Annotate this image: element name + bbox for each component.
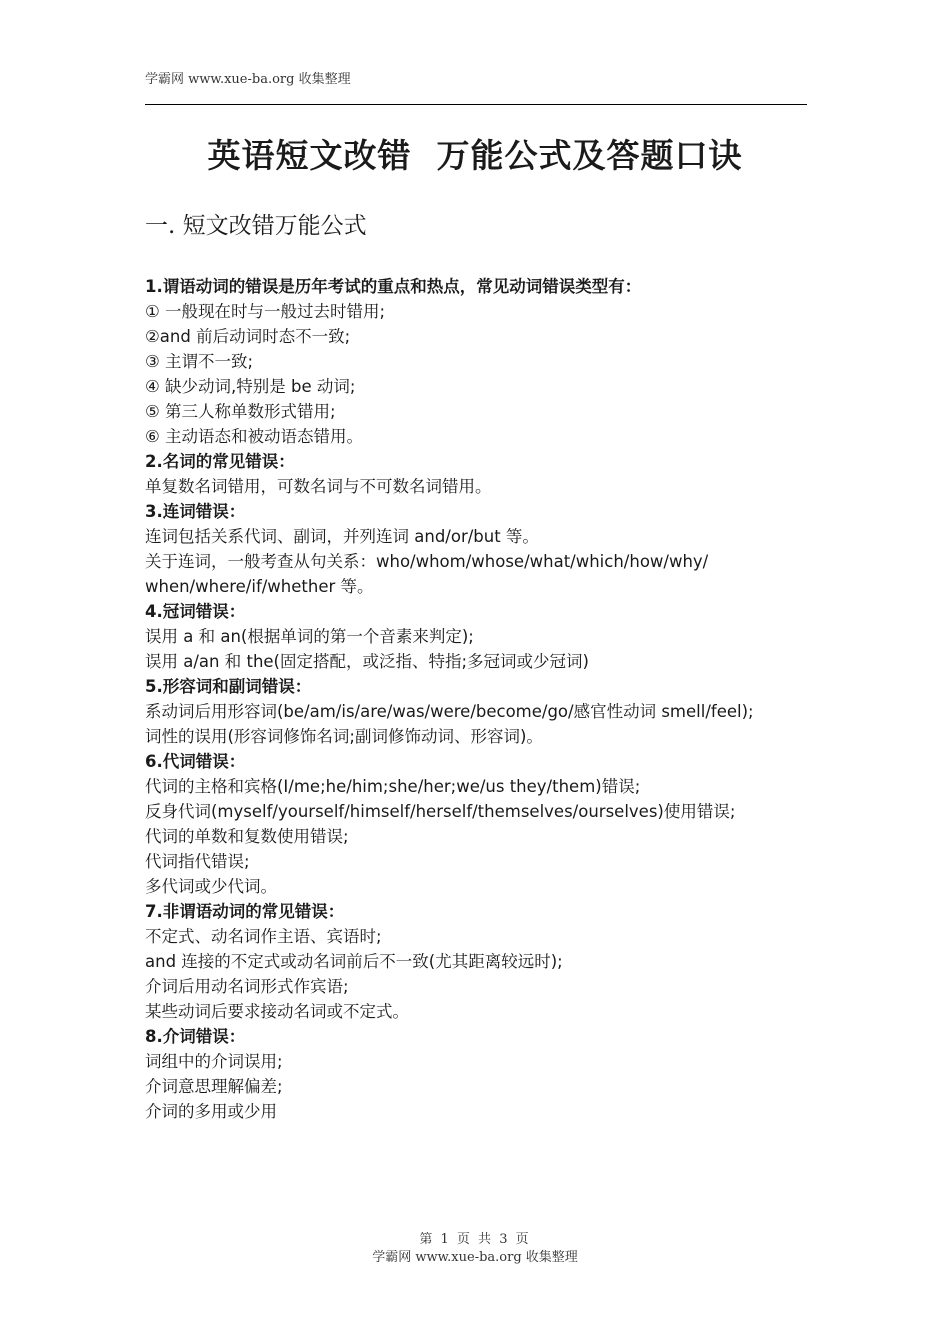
item-heading: 2.名词的常见错误：: [145, 452, 295, 471]
item-heading: 5.形容词和副词错误：: [145, 677, 312, 696]
body-line: and 连接的不定式或动名词前后不一致(尤其距离较远时);: [145, 952, 563, 971]
item-heading: 3.连词错误：: [145, 502, 246, 521]
body-line: 代词的单数和复数使用错误;: [145, 827, 349, 846]
item-heading: 8.介词错误：: [145, 1027, 246, 1046]
document-title: 英语短文改错 万能公式及答题口诀: [207, 136, 743, 175]
item-heading: 4.冠词错误：: [145, 602, 246, 621]
body-line: 单复数名词错用，可数名词与不可数名词错用。: [145, 477, 492, 496]
body-line: 词组中的介词误用;: [145, 1052, 283, 1071]
body-line: ②and 前后动词时态不一致;: [145, 327, 351, 346]
body-line: when/where/if/whether 等。: [145, 577, 374, 596]
body-line: 不定式、动名词作主语、宾语时;: [145, 927, 382, 946]
section-heading: 一. 短文改错万能公式: [145, 213, 367, 239]
body-line: ④ 缺少动词,特别是 be 动词;: [145, 377, 356, 396]
body-line: 关于连词，一般考查从句关系：who/whom/whose/what/which/how/why/: [145, 552, 709, 571]
header-divider: [145, 104, 807, 105]
body-line: 系动词后用形容词(be/am/is/are/was/were/become/go/感官性动词 smell/feel);: [145, 702, 754, 721]
page-number: 第 1 页 共 3 页: [419, 1232, 531, 1247]
body-line: ⑥ 主动语态和被动语态错用。: [145, 427, 364, 446]
body-line: 介词的多用或少用: [145, 1102, 277, 1121]
body-line: 连词包括关系代词、副词，并列连词 and/or/but 等。: [145, 527, 539, 546]
body-line: ⑤ 第三人称单数形式错用;: [145, 402, 336, 421]
document-body: [145, 274, 815, 1124]
body-line: 代词指代错误;: [145, 852, 250, 871]
body-line: ① 一般现在时与一般过去时错用;: [145, 302, 386, 321]
page-header: 学霸网 www.xue-ba.org 收集整理: [145, 72, 351, 87]
body-line: 误用 a/an 和 the(固定搭配，或泛指、特指;多冠词或少冠词): [145, 652, 589, 671]
body-line: 误用 a 和 an(根据单词的第一个音素来判定);: [145, 627, 474, 646]
body-line: ③ 主谓不一致;: [145, 352, 254, 371]
item-heading: 7.非谓语动词的常见错误：: [145, 902, 345, 921]
body-line: 多代词或少代词。: [145, 877, 277, 896]
body-line: 词性的误用(形容词修饰名词;副词修饰动词、形容词)。: [145, 727, 543, 746]
body-line: 代词的主格和宾格(I/me;he/him;she/her;we/us they/them)错误;: [145, 777, 641, 796]
item-heading: 1.谓语动词的错误是历年考试的重点和热点，常见动词错误类型有：: [145, 277, 642, 296]
body-line: 介词意思理解偏差;: [145, 1077, 283, 1096]
item-heading: 6.代词错误：: [145, 752, 246, 771]
body-line: 反身代词(myself/yourself/himself/herself/themselves/ourselves)使用错误;: [145, 802, 736, 821]
body-line: 介词后用动名词形式作宾语;: [145, 977, 349, 996]
body-line: 某些动词后要求接动名词或不定式。: [145, 1002, 409, 1021]
page-footer: 学霸网 www.xue-ba.org 收集整理: [372, 1250, 578, 1265]
